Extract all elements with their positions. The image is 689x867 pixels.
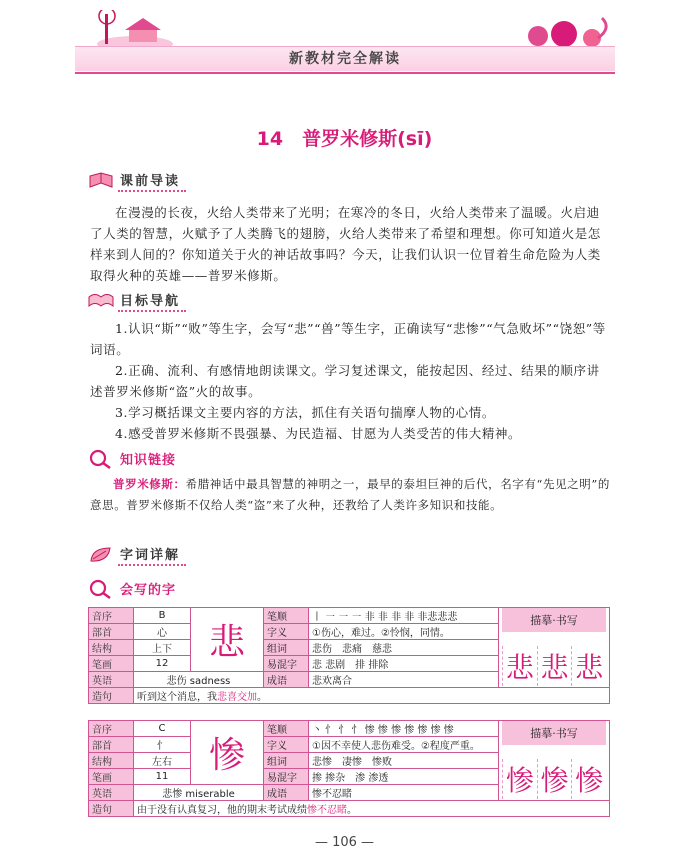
section-knowledge-label: 知识链接 xyxy=(120,453,177,468)
knowledge-paragraph xyxy=(90,474,610,516)
table-value-cell: ①伤心，难过。②怜悯，同情。 xyxy=(309,624,499,640)
table-value-cell: 由于没有认真复习，他的期末考试成绩惨不忍睹。 xyxy=(134,801,610,817)
table-label-cell: 部首 xyxy=(89,624,134,640)
table-label-cell: 笔顺 xyxy=(264,721,309,737)
intro-text: 在漫漫的长夜，火给人类带来了光明；在寒冷的冬日，火给人类带来了温暖。火启迪了人类的智慧，火赋予了人类腾飞的翅膀，火给人类带来了希望和理想。你可知道火是怎样来到人间的？你知道关于火的神话故事吗？今天，让我们认识一位冒着生命危险为人类取得火种的英雄——普罗米修斯。 xyxy=(90,205,601,283)
goal-item: 4.感受普罗米修斯不畏强暴、为民造福、甘愿为人类受苦的伟大精神。 xyxy=(115,426,522,441)
table-label-cell: 部首 xyxy=(89,737,134,753)
table-label-cell: 易混字 xyxy=(264,769,309,785)
table-value-cell: 掺 掺杂 渗 渗透 xyxy=(309,769,499,785)
table-label-cell: 成语 xyxy=(264,785,309,801)
table-value-cell: 悲惨 凄惨 惨败 xyxy=(309,753,499,769)
table-label-cell: 造句 xyxy=(89,801,134,817)
table-label-cell: 音序 xyxy=(89,721,134,737)
table-value-cell: 上下 xyxy=(134,640,191,656)
table-label-cell: 英语 xyxy=(89,785,134,801)
section-knowledge-head xyxy=(88,448,182,470)
magnifier-icon xyxy=(88,449,114,469)
table-value-cell: 听到这个消息，我悲喜交加。 xyxy=(134,688,610,704)
table-value-cell: 悲惨 miserable xyxy=(134,785,264,801)
leaf-icon xyxy=(88,545,114,565)
table-label-cell: 易混字 xyxy=(264,656,309,672)
goal-item: 1.认识“斯”“败”等生字，会写“悲”“兽”等生字，正确读写“悲惨”“气急败坏”“饶恕”等词语。 xyxy=(90,321,606,357)
goal-list xyxy=(90,318,610,444)
knowledge-text: 希腊神话中最具智慧的神明之一，最早的泰坦巨神的后代，名字有“先见之明”的意思。普罗米修斯不仅给人类“盗”来了火种，还教给了人类许多知识和技能。 xyxy=(90,477,610,512)
char-big: 惨 xyxy=(191,721,264,785)
table-label-cell: 组词 xyxy=(264,753,309,769)
table-value-cell: 心 xyxy=(134,624,191,640)
table-label-cell: 成语 xyxy=(264,672,309,688)
table-value-cell: ①因不幸使人悲伤难受。②程度严重。 xyxy=(309,737,499,753)
char-table-bei xyxy=(88,607,610,704)
table-label-cell: 字义 xyxy=(264,737,309,753)
table-value-cell: 忄 xyxy=(134,737,191,753)
table-label-cell: 音序 xyxy=(89,608,134,624)
table-label-cell: 笔画 xyxy=(89,656,134,672)
section-intro-label: 课前导读 xyxy=(118,170,186,192)
char-big: 悲 xyxy=(191,608,264,672)
section-intro-head xyxy=(88,170,186,192)
table-label-cell: 笔顺 xyxy=(264,608,309,624)
table-value-cell: 悲 悲剧 排 排除 xyxy=(309,656,499,672)
intro-paragraph xyxy=(90,202,610,286)
table-label-cell: 英语 xyxy=(89,672,134,688)
table-label-cell: 字义 xyxy=(264,624,309,640)
stroke-order: 丨 ㇐ ㇐ ㇐ 非 非 非 非 非悲悲悲 xyxy=(309,608,499,624)
goal-item: 2.正确、流利、有感情地朗读课文。学习复述课文，能按起因、经过、结果的顺序讲述普罗米修斯“盗”火的故事。 xyxy=(90,363,600,399)
table-value-cell: 惨不忍睹 xyxy=(309,785,499,801)
section-write-label: 会写的字 xyxy=(120,583,177,598)
section-goal-head xyxy=(88,290,186,312)
table-value-cell: 悲伤 悲痛 慈悲 xyxy=(309,640,499,656)
open-book-icon xyxy=(88,291,114,311)
page-number: — 106 — xyxy=(314,835,375,850)
goal-item: 3.学习概括课文主要内容的方法，抓住有关语句揣摩人物的心情。 xyxy=(115,405,495,420)
table-label-cell: 笔画 xyxy=(89,769,134,785)
section-words-head xyxy=(88,544,186,566)
trace-box: 描摹·书写 悲 悲 悲 xyxy=(499,608,610,688)
table-value-cell: 11 xyxy=(134,769,191,785)
section-write-head xyxy=(88,578,182,600)
section-words-label: 字词详解 xyxy=(118,544,186,566)
table-value-cell: C xyxy=(134,721,191,737)
table-label-cell: 造句 xyxy=(89,688,134,704)
trace-box: 描摹·书写 惨 惨 惨 xyxy=(499,721,610,801)
magnifier-icon xyxy=(88,579,114,599)
table-value-cell: 左右 xyxy=(134,753,191,769)
page-header xyxy=(75,10,615,74)
char-table-can xyxy=(88,720,610,817)
house-tree-illustration-icon xyxy=(95,10,175,50)
table-value-cell: B xyxy=(134,608,191,624)
table-label-cell: 结构 xyxy=(89,753,134,769)
table-value-cell: 悲伤 sadness xyxy=(134,672,264,688)
stroke-order: 丶 忄 忄 忄 惨 惨 惨 惨 惨 惨 惨 xyxy=(309,721,499,737)
header-title: 新教材完全解读 xyxy=(289,51,401,67)
table-label-cell: 组词 xyxy=(264,640,309,656)
table-value-cell: 12 xyxy=(134,656,191,672)
book-icon xyxy=(88,171,114,191)
section-goal-label: 目标导航 xyxy=(118,290,186,312)
table-value-cell: 悲欢离合 xyxy=(309,672,499,688)
knowledge-term: 普罗米修斯： xyxy=(113,477,186,491)
lesson-title: 14 普罗米修斯(sī) xyxy=(256,128,433,150)
table-label-cell: 结构 xyxy=(89,640,134,656)
